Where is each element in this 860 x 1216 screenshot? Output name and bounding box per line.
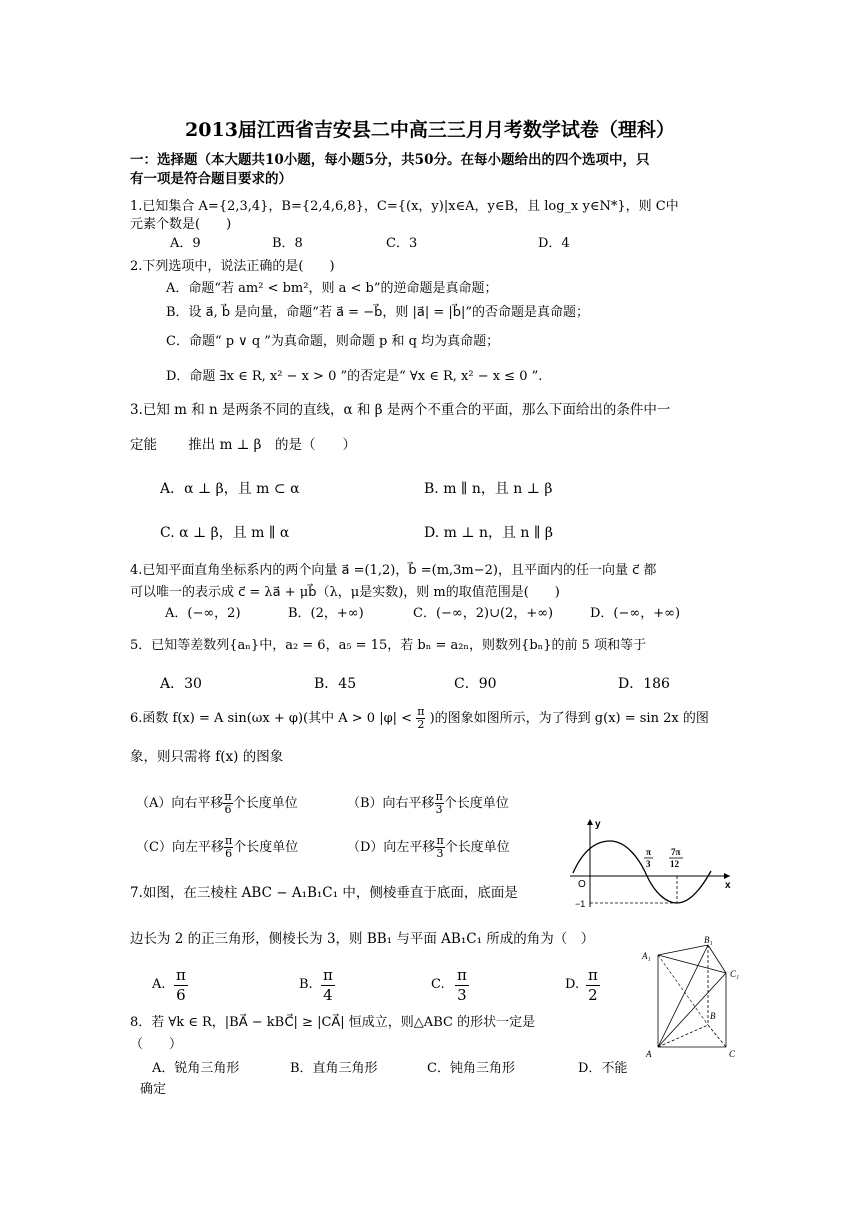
graph-tick1-den: 3 xyxy=(646,859,651,869)
q6-stem-part2: )的图象如图所示，为了得到 g(x) = sin 2x 的图 xyxy=(429,711,709,726)
q8-option-a: A．锐角三角形 xyxy=(152,1061,240,1076)
q3-stem-line2: 定能 推出 m ⊥ β 的是（ ） xyxy=(130,437,356,453)
q6-stem-part1: 6.函数 f(x) = A sin(ωx + φ)(其中 A > 0 |φ| < xyxy=(130,711,413,726)
graph-minus-one-label: −1 xyxy=(575,899,586,909)
graph-x-arrow xyxy=(724,873,730,879)
q7-stem-line1: 7.如图，在三棱柱 ABC − A₁B₁C₁ 中，侧棱垂直于底面，底面是 xyxy=(130,885,518,901)
prism-figure xyxy=(638,935,748,1065)
prism-label-a: A xyxy=(646,1049,652,1059)
prism-edge-ab xyxy=(658,1025,708,1047)
prism-label-c: C xyxy=(729,1049,736,1059)
q5-option-c: C．90 xyxy=(454,676,497,692)
q2-option-d: D．命题 ∃x ∈ R, x² − x > 0 ”的否定是“ ∀x ∈ R, x² − x ≤ 0 ”. xyxy=(166,369,543,384)
prism-label-b1: B₁ xyxy=(704,935,713,945)
q7-option-c-num: π xyxy=(457,966,467,984)
graph-origin-label: O xyxy=(578,879,586,890)
prism-label-b: B xyxy=(710,1011,716,1021)
q6-option-d-frac xyxy=(435,835,444,860)
q3-stem-line1: 3.已知 m 和 n 是两条不同的直线，α 和 β 是两个不重合的平面，那么下面给出的条件中一 xyxy=(130,402,671,418)
q5-option-a: A．30 xyxy=(160,676,202,692)
prism-diagonal-ab1 xyxy=(658,945,708,1047)
q6-option-a-den: 6 xyxy=(224,803,232,816)
q5-option-b: B．45 xyxy=(314,676,357,692)
q8-stem-line2: （ ） xyxy=(130,1037,183,1052)
q4-stem-line1: 4.已知平面直角坐标系内的两个向量 a⃗ =(1,2)，b⃗ =(m,3m−2)，且平面内的任一向量 c⃗ 都 xyxy=(130,563,657,578)
q5-stem: 5．已知等差数列{aₙ}中，a₂ = 6，a₅ = 15，若 bₙ = a₂ₙ，则数列{bₙ}的前 5 项和等于 xyxy=(130,638,647,653)
prism-diagonal-a1b xyxy=(658,955,708,1025)
q6-option-a-suffix: 个长度单位 xyxy=(232,796,298,811)
q6-option-b xyxy=(347,791,509,816)
q2-stem: 2.下列选项中，说法正确的是( ) xyxy=(130,259,335,274)
q7-option-c-frac xyxy=(455,966,469,1005)
q6-option-d-den: 3 xyxy=(436,847,444,860)
q1-stem-line1: 1.已知集合 A={2,3,4}，B={2,4,6,8}，C={(x，y)|x∈A，y∈B，且 log_x y∈N*}，则 C中 xyxy=(130,199,679,214)
q6-option-a-frac xyxy=(223,791,232,816)
q6-option-c xyxy=(136,835,298,860)
q3-option-b: B. m ∥ n，且 n ⊥ β xyxy=(424,481,553,497)
q6-option-c-frac xyxy=(224,835,233,860)
q6-option-d-num: π xyxy=(436,834,444,847)
q7-option-d-label: D. xyxy=(565,977,580,992)
q5-option-d: D．186 xyxy=(618,676,670,692)
graph-tick1-num: π xyxy=(646,847,651,857)
prism-label-a1: A₁ xyxy=(642,951,651,961)
q7-option-a-frac xyxy=(174,966,188,1005)
q7-option-c-label: C. xyxy=(431,977,445,992)
q7-option-c-den: 3 xyxy=(457,986,467,1004)
q3-option-d: D. m ⊥ n，且 n ∥ β xyxy=(424,525,553,541)
q6-option-b-den: 3 xyxy=(435,803,443,816)
q2-option-c: C．命题“ p ∨ q ”为真命题，则命题 p 和 q 均为真命题； xyxy=(166,334,500,349)
q6-option-c-suffix: 个长度单位 xyxy=(233,840,299,855)
q6-option-b-prefix: （B）向右平移 xyxy=(347,796,435,811)
q3-option-c: C. α ⊥ β，且 m ∥ α xyxy=(160,525,290,541)
q7-option-a-num: π xyxy=(176,966,186,984)
sine-graph-figure xyxy=(565,815,735,910)
q6-option-c-prefix: （C）向左平移 xyxy=(136,840,224,855)
q1-option-d: D．4 xyxy=(538,236,570,251)
q4-option-d: D．(−∞，+∞) xyxy=(590,606,681,621)
q6-option-a-prefix: （A）向右平移 xyxy=(136,796,224,811)
graph-x-label: x xyxy=(725,880,731,891)
prism-edge-bc xyxy=(708,1025,726,1047)
q7-option-b-den: 4 xyxy=(323,986,333,1004)
q6-option-d-prefix: （D）向左平移 xyxy=(347,840,436,855)
q6-pi-over-2 xyxy=(416,706,425,731)
q7-option-b-label: B. xyxy=(299,977,313,992)
q7-stem-line2: 边长为 2 的正三角形，侧棱长为 3，则 BB₁ 与平面 AB₁C₁ 所成的角为（ ） xyxy=(130,931,595,947)
q6-option-a-num: π xyxy=(224,790,232,803)
q6-option-d xyxy=(347,835,510,860)
q6-frac-den: 2 xyxy=(417,718,425,731)
q6-option-b-suffix: 个长度单位 xyxy=(443,796,509,811)
q6-option-c-num: π xyxy=(224,834,233,847)
q6-option-d-suffix: 个长度单位 xyxy=(444,840,510,855)
q4-option-c: C．(−∞，2)∪(2，+∞) xyxy=(413,606,554,621)
q8-option-c: C．钝角三角形 xyxy=(427,1061,515,1076)
q4-stem-line2: 可以唯一的表示成 c⃗ = λa⃗ + μb⃗（λ，μ是实数)，则 m的取值范围是( ) xyxy=(130,585,560,600)
q1-option-c: C．3 xyxy=(386,236,418,251)
q2-option-b: B．设 a⃗, b⃗ 是向量，命题“若 a⃗ = −b⃗，则 |a⃗| = |b⃗|”的否命题是真命题； xyxy=(166,305,590,320)
q6-option-a xyxy=(136,791,298,816)
q8-stem-line1: 8．若 ∀k ∈ R，|BA⃗ − kBC⃗| ≥ |CA⃗| 恒成立，则△ABC 的形状一定是 xyxy=(130,1015,536,1030)
q1-stem-line2: 元素个数是( ) xyxy=(130,217,232,232)
q7-option-d-num: π xyxy=(588,966,598,984)
graph-y-label: y xyxy=(595,819,601,830)
graph-tick2-den: 12 xyxy=(670,859,679,869)
section-heading-line1: 一：选择题（本大题共10小题，每小题5分，共50分。在每小题给出的四个选项中，只 xyxy=(130,152,650,168)
q7-option-d-frac xyxy=(586,966,600,1005)
prism-label-c1: C₁ xyxy=(730,969,740,979)
q6-stem-line1 xyxy=(130,706,709,731)
prism-diagonal-ac1 xyxy=(658,973,726,1047)
graph-tick2-num: 7π xyxy=(671,847,681,857)
q1-option-b: B．8 xyxy=(272,236,303,251)
q7-option-b-num: π xyxy=(323,966,333,984)
page-title: 2013届江西省吉安县二中高三三月月考数学试卷（理科） xyxy=(185,119,675,141)
q7-option-d-den: 2 xyxy=(588,986,598,1004)
q4-option-a: A．(−∞，2) xyxy=(165,606,241,621)
q8-option-d: D．不能 xyxy=(578,1061,628,1076)
q4-option-b: B．(2，+∞) xyxy=(288,606,364,621)
q8-option-d-tail: 确定 xyxy=(140,1082,167,1097)
q6-option-b-num: π xyxy=(435,790,443,803)
q8-option-b: B．直角三角形 xyxy=(290,1061,378,1076)
q7-option-b-frac xyxy=(321,966,335,1005)
q6-option-c-den: 6 xyxy=(225,847,233,860)
section-heading-line2: 有一项是符合题目要求的） xyxy=(130,171,292,187)
graph-y-arrow xyxy=(587,819,593,825)
q7-option-a-den: 6 xyxy=(176,986,186,1004)
q7-option-a-label: A. xyxy=(152,977,166,992)
q2-option-a: A．命题“若 am² < bm²，则 a < b”的逆命题是真命题； xyxy=(166,281,498,296)
q1-option-a: A．9 xyxy=(170,236,201,251)
q3-option-a: A．α ⊥ β，且 m ⊂ α xyxy=(160,481,300,497)
graph-sine-curve xyxy=(573,841,711,903)
prism-edge-a1b1 xyxy=(658,945,708,955)
q6-option-b-frac xyxy=(435,791,444,816)
q6-stem-line2: 象，则只需将 f(x) 的图象 xyxy=(130,749,284,765)
q6-frac-num: π xyxy=(417,705,425,718)
